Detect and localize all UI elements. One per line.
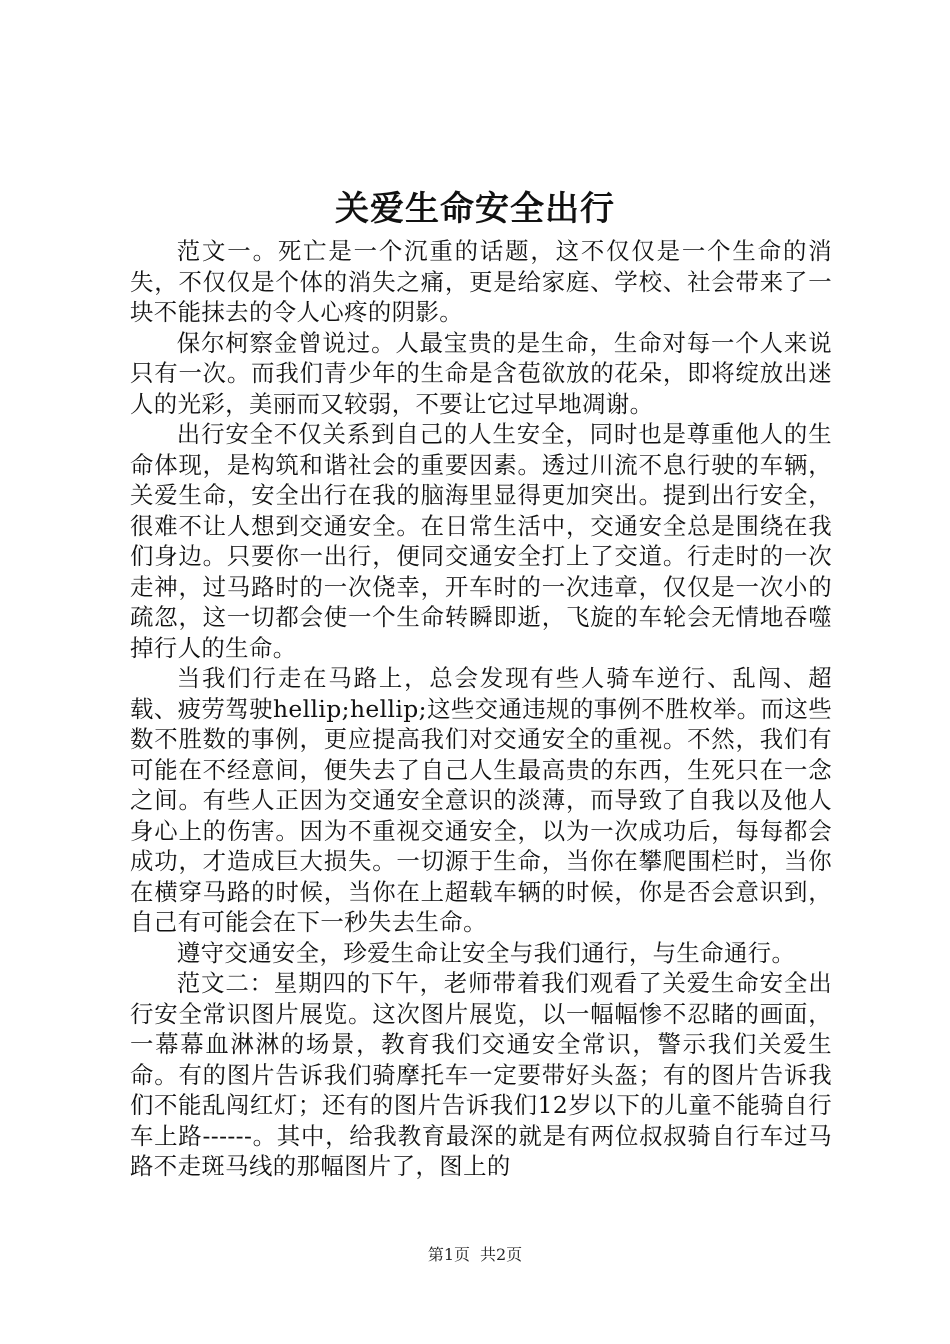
page-title: 关爱生命安全出行: [335, 189, 615, 229]
paragraph: 范文二：星期四的下午，老师带着我们观看了关爱生命安全出行安全常识图片展览。这次图片展览，以一幅幅惨不忍睹的画面，一幕幕血淋淋的场景，教育我们交通安全常识，警示我们关爱生命。有的图片告诉我们骑摩托车一定要带好头盔；有的图片告诉我们不能乱闯红灯；还有的图片告诉我们12岁以下的儿童不能骑自行车上路------。其中，给我教育最深的就是有两位叔叔骑自行车过马路不走斑马线的那幅图片了，图上的: [130, 969, 832, 1180]
paragraph: 保尔柯察金曾说过。人最宝贵的是生命，生命对每一个人来说只有一次。而我们青少年的生命是含苞欲放的花朵，即将绽放出迷人的光彩，美丽而又较弱，不要让它过早地凋谢。: [130, 328, 832, 418]
page-footer: [0, 1244, 950, 1266]
paragraph: 范文一。死亡是一个沉重的话题，这不仅仅是一个生命的消失，不仅仅是个体的消失之痛，更是给家庭、学校、社会带来了一块不能抹去的令人心疼的阴影。: [130, 237, 832, 326]
page-number: 第1页: [427, 1245, 470, 1264]
paragraph: 当我们行走在马路上，总会发现有些人骑车逆行、乱闯、超载、疲劳驾驶hellip;hellip;这些交通违规的事例不胜枚举。而这些数不胜数的事例，更应提高我们对交通安全的重视。不然，我们有可能在不经意间，便失去了自己人生最高贵的东西，生死只在一念之间。有些人正因为交通安全意识的淡薄，而导致了自我以及他人身心上的伤害。因为不重视交通安全，以为一次成功后，每每都会成功，才造成巨大损失。一切源于生命，当你在攀爬围栏时，当你在横穿马路的时候，当你在上超载车辆的时候，你是否会意识到，自己有可能会在下一秒失去生命。: [130, 664, 832, 936]
article-body: [130, 236, 832, 1182]
page-total: 共2页: [480, 1245, 523, 1264]
paragraph: 遵守交通安全，珍爱生命让安全与我们通行，与生命通行。: [176, 938, 796, 967]
paragraph: 出行安全不仅关系到自己的人生安全，同时也是尊重他人的生命体现，是构筑和谐社会的重要因素。透过川流不息行驶的车辆，关爱生命，安全出行在我的脑海里显得更加突出。提到出行安全，很难不让人想到交通安全。在日常生活中，交通安全总是围绕在我们身边。只要你一出行，便同交通安全打上了交道。行走时的一次走神，过马路时的一次侥幸，开车时的一次违章，仅仅是一次小的疏忽，这一切都会使一个生命转瞬即逝，飞旋的车轮会无情地吞噬掉行人的生命。: [130, 420, 832, 662]
